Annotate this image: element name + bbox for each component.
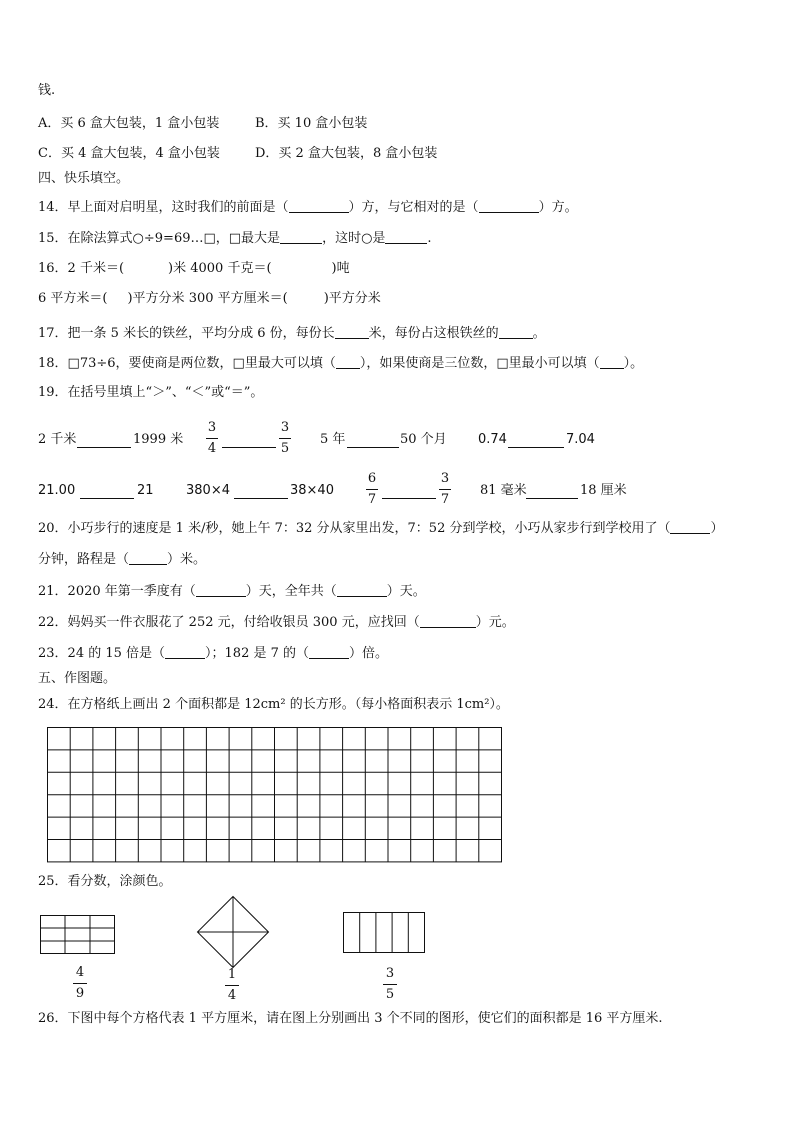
- q25-strip-figure[interactable]: [343, 912, 425, 954]
- q21-blank-2[interactable]: [337, 582, 387, 597]
- question-17: 17．把一条 5 米长的铁丝，平均分成 6 份，每份长 米，每份占这根铁丝的 。: [38, 326, 546, 341]
- q17-blank-2[interactable]: [499, 324, 533, 339]
- q19-r2-4-left: 81 毫米: [480, 483, 527, 498]
- q15-blank-2[interactable]: [385, 229, 427, 244]
- question-26: 26．下图中每个方格代表 1 平方厘米，请在图上分别画出 3 个不同的图形，使它们的面积都是 16 平方厘米.: [38, 1011, 663, 1026]
- q19-r1-2-frac-left: 3 4: [207, 420, 217, 456]
- q19-r1-3-blank[interactable]: [347, 447, 399, 448]
- q19-r2-3-frac-left: 6 7: [367, 471, 377, 507]
- q15-blank-1[interactable]: [280, 229, 322, 244]
- q19-r2-4-blank[interactable]: [526, 498, 578, 499]
- q25-fraction-2: 1 4: [224, 967, 240, 1004]
- q19-r2-1-right: 21: [137, 483, 154, 498]
- question-18: 18．□73÷6，要使商是两位数，□里最大可以填（ ），如果使商是三位数，□里最小可以填（ ）。: [38, 356, 644, 371]
- q18-blank-2[interactable]: [600, 354, 624, 369]
- q24-grid-paper[interactable]: [47, 727, 503, 863]
- q14-blank-1[interactable]: [289, 198, 349, 213]
- q19-r2-2-right: 38×40: [290, 483, 334, 498]
- q13-option-b: B．买 10 盒小包装: [255, 116, 368, 131]
- question-23: 23．24 的 15 倍是（ ）；182 是 7 的（ ）倍。: [38, 646, 389, 661]
- q19-r1-3-left: 5 年: [320, 432, 346, 447]
- q19-r1-1-left: 2 千米: [38, 432, 77, 447]
- q20-blank-2[interactable]: [129, 550, 167, 565]
- question-22: 22．妈妈买一件衣服花了 252 元，付给收银员 300 元，应找回（ ）元。: [38, 615, 515, 630]
- q18-blank-1[interactable]: [336, 354, 360, 369]
- q19-r1-1-blank[interactable]: [77, 447, 131, 448]
- q19-r1-4-right: 7.04: [566, 432, 595, 447]
- q25-fraction-1: 4 9: [72, 965, 88, 1002]
- q19-r2-2-left: 380×4: [186, 483, 230, 498]
- q25-fraction-3: 3 5: [382, 966, 398, 1003]
- q19-r1-1-right: 1999 米: [133, 432, 184, 447]
- q21-blank-1[interactable]: [196, 582, 246, 597]
- q13-option-a: A．买 6 盒大包装，1 盒小包装: [38, 116, 220, 131]
- q19-r2-1-blank[interactable]: [80, 498, 134, 499]
- q19-r2-1-left: 21.00: [38, 483, 76, 498]
- section-4-heading: 四、快乐填空。: [38, 171, 130, 186]
- q23-blank-2[interactable]: [309, 644, 349, 659]
- q19-r1-3-right: 50 个月: [400, 432, 447, 447]
- question-16-line-1: 16．2 千米＝( )米 4000 千克＝( )吨: [38, 261, 350, 276]
- question-14: 14．早上面对启明星，这时我们的前面是（ ）方，与它相对的是（ ）方。: [38, 200, 578, 215]
- question-20-line-2: 分钟，路程是（ ）米。: [38, 552, 207, 567]
- q19-r2-3-frac-right: 3 7: [440, 471, 450, 507]
- question-20-line-1: 20．小巧步行的速度是 1 米/秒，她上午 7：32 分从家里出发，7：52 分到学校，小巧从家步行到学校用了（ ）: [38, 521, 724, 536]
- q25-rect-grid-figure[interactable]: [40, 915, 116, 955]
- question-15: 15．在除法算式○÷9=69…□，□最大是 ，这时○是 .: [38, 231, 432, 246]
- q22-blank-1[interactable]: [420, 613, 476, 628]
- question-25-title: 25．看分数，涂颜色。: [38, 874, 172, 889]
- q13-option-d: D．买 2 盒大包装，8 盒小包装: [255, 146, 438, 161]
- q19-r2-4-right: 18 厘米: [580, 483, 627, 498]
- q17-blank-1[interactable]: [335, 324, 369, 339]
- q19-r1-4-left: 0.74: [478, 432, 507, 447]
- q19-r1-2-blank[interactable]: [222, 447, 276, 448]
- q25-diamond-figure[interactable]: [197, 896, 269, 968]
- section-5-heading: 五、作图题。: [38, 671, 117, 686]
- q20-blank-1[interactable]: [670, 519, 710, 534]
- q19-r2-2-blank[interactable]: [234, 498, 288, 499]
- q19-r1-4-blank[interactable]: [508, 447, 564, 448]
- q23-blank-1[interactable]: [165, 644, 205, 659]
- question-24: 24．在方格纸上画出 2 个面积都是 12cm² 的长方形。（每小格面积表示 1cm²）。: [38, 697, 509, 712]
- question-21: 21．2020 年第一季度有（ ）天，全年共（ ）天。: [38, 584, 426, 599]
- q14-blank-2[interactable]: [479, 198, 539, 213]
- q19-r1-2-frac-right: 3 5: [280, 420, 290, 456]
- question-16-line-2: 6 平方米＝( )平方分米 300 平方厘米＝( )平方分米: [38, 291, 381, 306]
- q13-option-c: C．买 4 盒大包装，4 盒小包装: [38, 146, 220, 161]
- q13-continuation: 钱.: [38, 83, 56, 98]
- question-19-title: 19．在括号里填上“＞”、“＜”或“＝”。: [38, 385, 264, 400]
- q19-r2-3-blank[interactable]: [382, 498, 436, 499]
